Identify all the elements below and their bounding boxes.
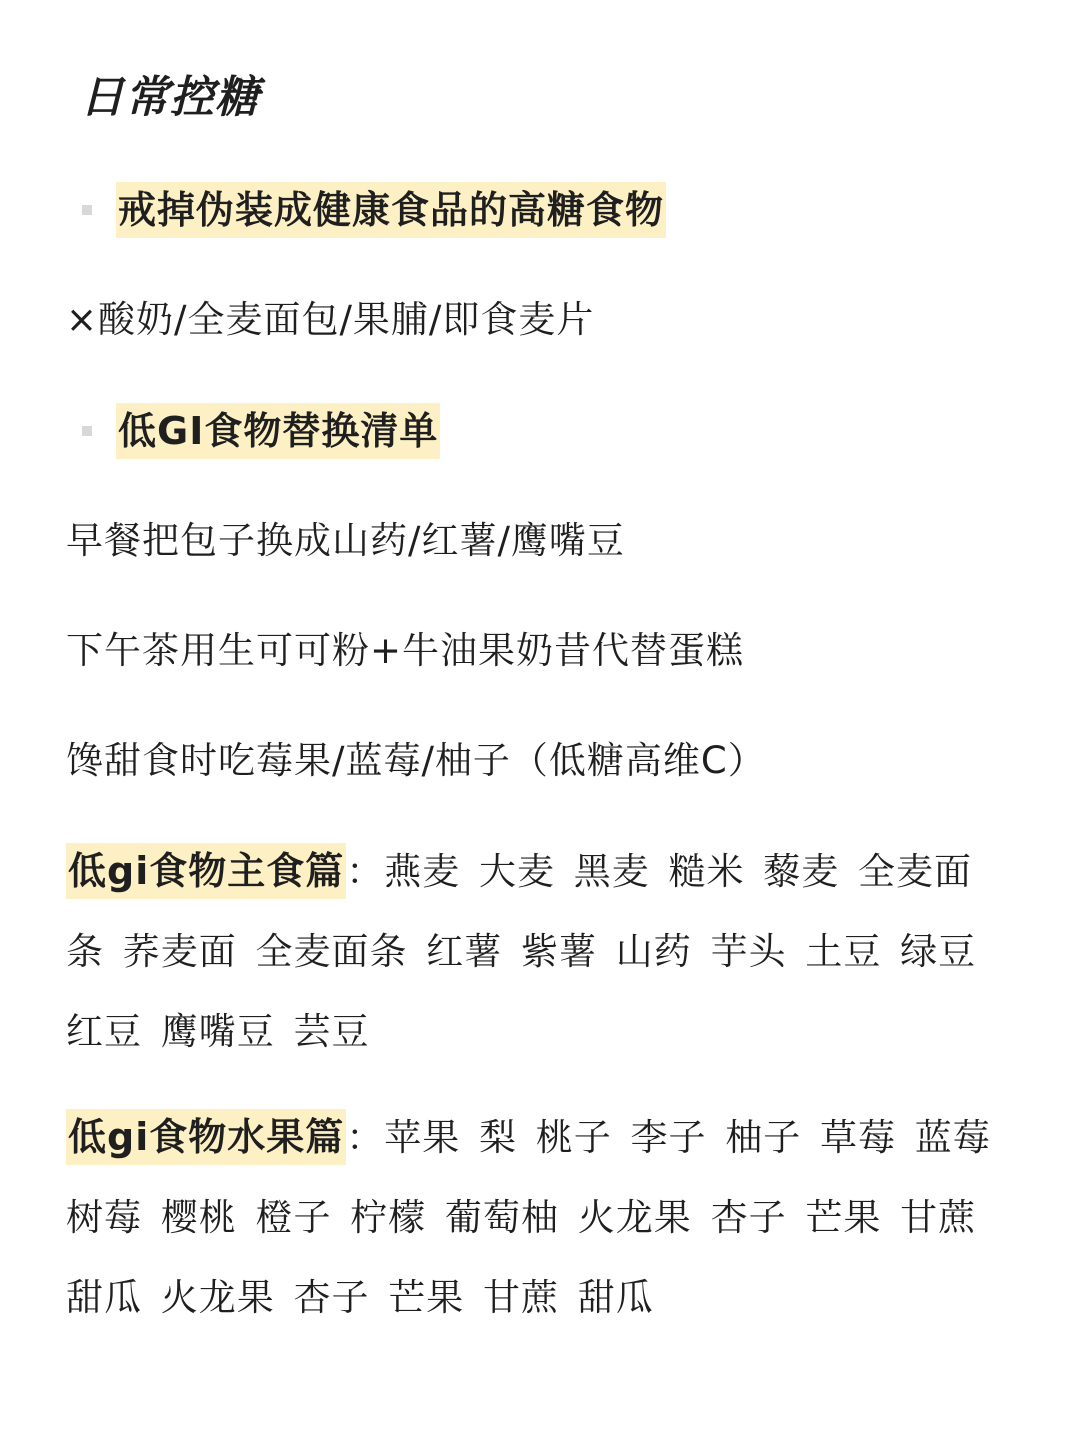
swap-line-sweets: 馋甜食时吃莓果/蓝莓/柚子（低糖高维C） (66, 739, 766, 782)
avoid-foods-line: ×酸奶/全麦面包/果脯/即食麦片 (66, 298, 595, 341)
bullet-icon (82, 205, 92, 215)
fruits-separator: ： (346, 1116, 385, 1159)
staples-paragraph (66, 832, 1006, 1072)
section-heading-low-gi (82, 403, 440, 459)
fruits-items: 苹果 梨 桃子 李子 柚子 草莓 蓝莓 树莓 樱桃 橙子 柠檬 葡萄柚 火龙果 杏子 芒果 甘蔗 甜瓜 火龙果 杏子 芒果 甘蔗 甜瓜 (66, 1116, 991, 1319)
swap-line-breakfast: 早餐把包子换成山药/红薯/鹰嘴豆 (66, 519, 625, 562)
highlighted-heading: 戒掉伪装成健康食品的高糖食物 (116, 182, 666, 238)
bullet-icon (82, 426, 92, 436)
swap-line-afternoon-tea: 下午茶用生可可粉+牛油果奶昔代替蛋糕 (66, 629, 745, 672)
staples-separator: ： (346, 850, 385, 893)
highlighted-heading: 低GI食物替换清单 (116, 403, 440, 459)
fruits-label: 低gi食物水果篇 (66, 1109, 346, 1165)
staples-label: 低gi食物主食篇 (66, 843, 346, 899)
page-title: 日常控糖 (80, 72, 260, 123)
fruits-paragraph (66, 1098, 1006, 1338)
section-heading-high-sugar (82, 182, 666, 238)
staples-items: 燕麦 大麦 黑麦 糙米 藜麦 全麦面条 荞麦面 全麦面条 红薯 紫薯 山药 芋头 土豆 绿豆 红豆 鹰嘴豆 芸豆 (66, 850, 977, 1053)
